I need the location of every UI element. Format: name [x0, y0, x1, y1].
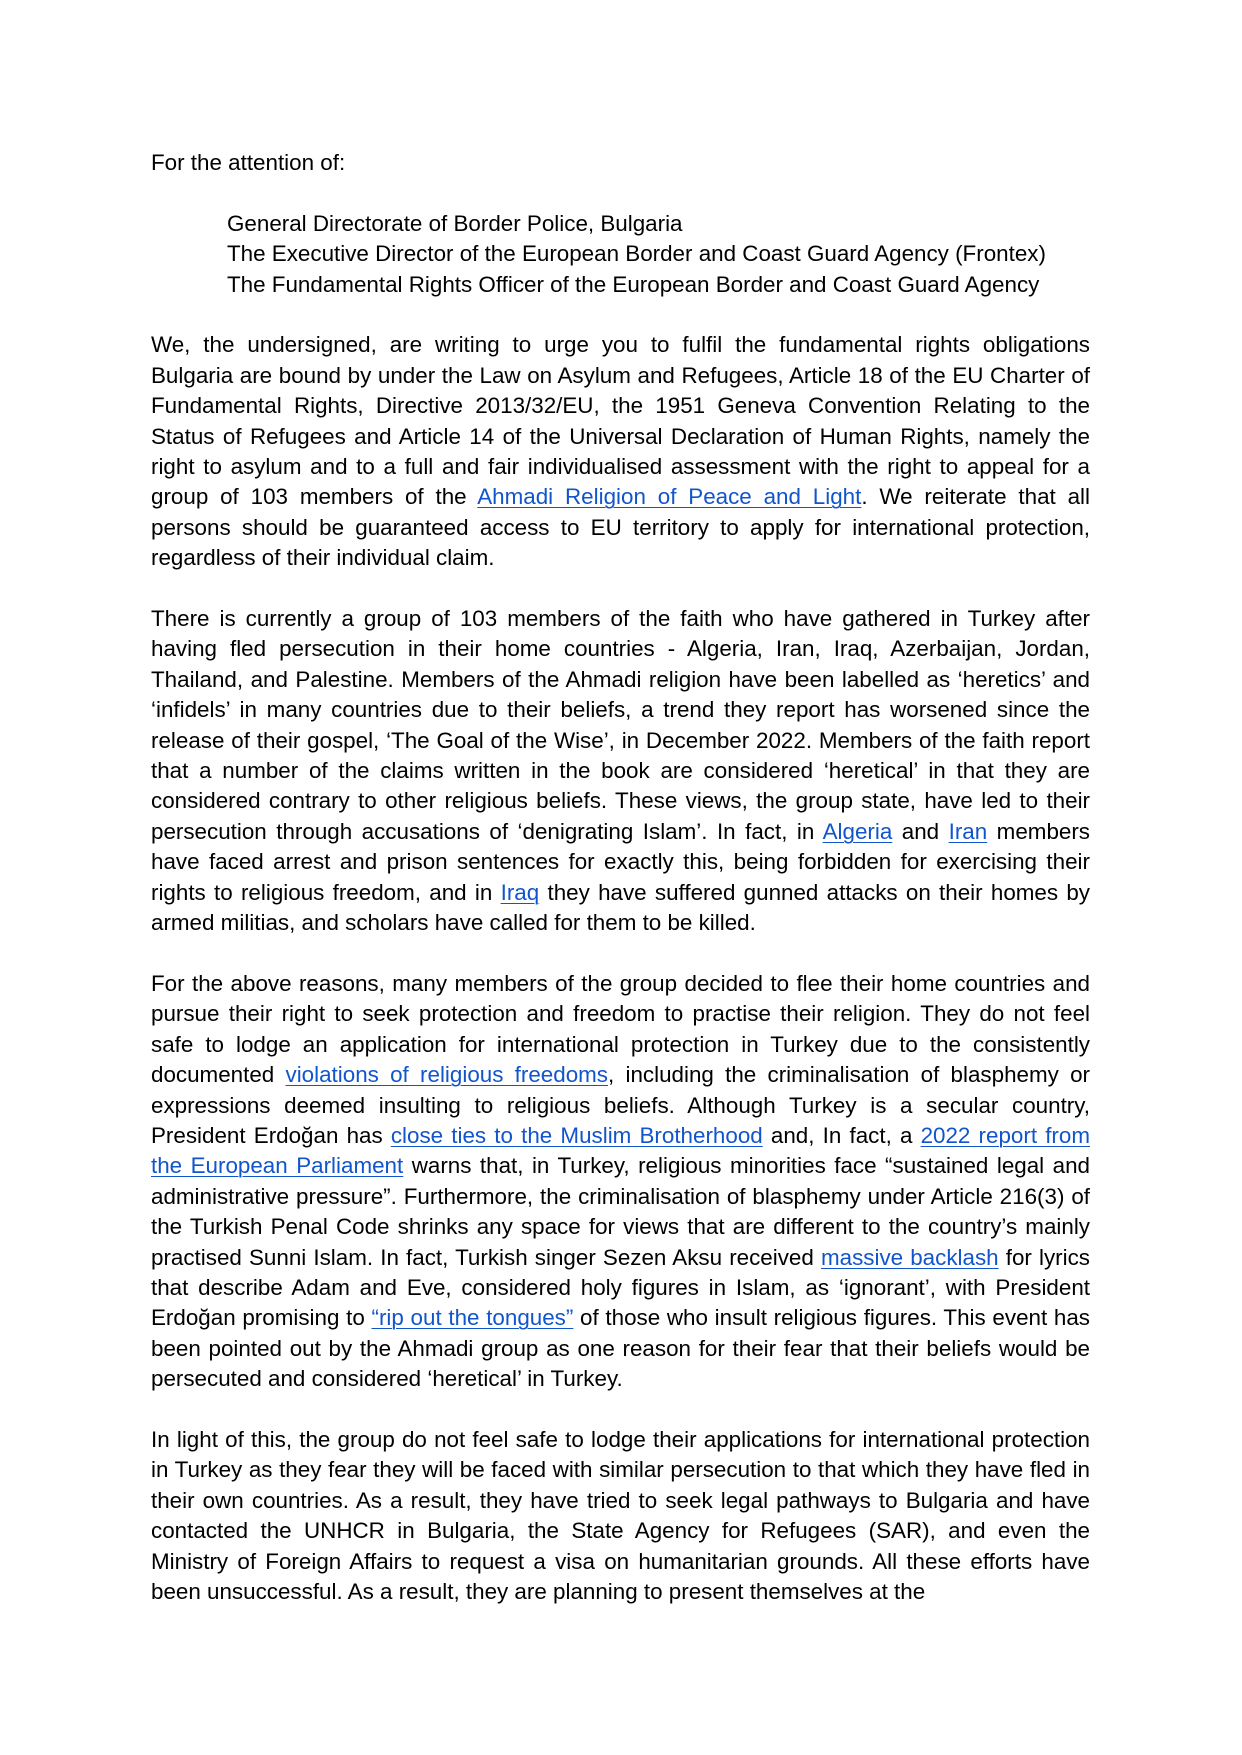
- letter-body: [151, 330, 1090, 1607]
- paragraph-text: and, In fact, a: [762, 1122, 921, 1148]
- body-paragraph: [151, 969, 1090, 1395]
- paragraph-text: members have faced arrest and prison sentences for exactly this, being forbidden for exercising their rights to religious freedom, and in: [151, 818, 1090, 905]
- hyperlink-close-ties-to-the-muslim-brotherhood[interactable]: close ties to the Muslim Brotherhood: [390, 1122, 763, 1148]
- recipient-frontex-director: The Executive Director of the European Border and Coast Guard Agency (Frontex): [227, 241, 1046, 267]
- paragraph-text: For the above reasons, many members of the group decided to flee their home countries and pursue their right to seek protection and freedom to practise their religion. They do not feel safe to lodge an application for international protection in Turkey due to the consistently documented: [151, 970, 1090, 1088]
- body-paragraph: [151, 1425, 1090, 1607]
- paragraph-text: There is currently a group of 103 members of the faith who have gathered in Turkey after having fled persecution in their home countries - Algeria, Iran, Iraq, Azerbaijan, Jordan, Thailand, and Palestine. Members of the Ahmadi religion have been labelled as ‘heretics’ and ‘infidels’ in many countries due to their beliefs, a trend they report has worsened since the release of their gospel, ‘The Goal of the Wise’, in December 2022. Members of the faith report that a number of the claims written in the book are considered ‘heretical’ in that they are considered contrary to other religious beliefs. These views, the group state, have led to their persecution through accusations of ‘denigrating Islam’. In fact, in: [151, 606, 1090, 844]
- hyperlink-rip-out-the-tongues[interactable]: “rip out the tongues”: [371, 1305, 574, 1331]
- paragraph-text: they have suffered gunned attacks on their homes by armed militias, and scholars have called for them to be killed.: [151, 879, 1091, 936]
- recipient-border-police: General Directorate of Border Police, Bulgaria: [227, 210, 683, 236]
- hyperlink-iraq[interactable]: Iraq: [500, 879, 540, 905]
- hyperlink-2022-report-from-the-european-parliament[interactable]: 2022 report from the European Parliament: [151, 1122, 1090, 1179]
- paragraph-text: . We reiterate that all persons should be guaranteed access to EU territory to apply for international protection, regardless of their individual claim.: [151, 484, 1091, 571]
- hyperlink-algeria[interactable]: Algeria: [822, 818, 893, 844]
- hyperlink-ahmadi-religion-of-peace-and-light[interactable]: Ahmadi Religion of Peace and Light: [477, 484, 862, 510]
- hyperlink-iran[interactable]: Iran: [948, 818, 988, 844]
- paragraph-text: , including the criminalisation of blasphemy or expressions deemed insulting to religious beliefs. Although Turkey is a secular country, President Erdoğan has: [151, 1062, 1090, 1148]
- recipient-list: [227, 209, 1090, 300]
- hyperlink-violations-of-religious-freedoms[interactable]: violations of religious freedoms: [285, 1062, 609, 1088]
- paragraph-text: of those who insult religious figures. This event has been pointed out by the Ahmadi group as one reason for their fear that their beliefs would be persecuted and considered ‘heretical’ in Turkey.: [151, 1305, 1090, 1392]
- salutation: For the attention of:: [151, 150, 346, 175]
- hyperlink-massive-backlash[interactable]: massive backlash: [820, 1244, 999, 1270]
- body-paragraph: [151, 604, 1090, 938]
- paragraph-text: In light of this, the group do not feel safe to lodge their applications for international protection in Turkey as they fear they will be faced with similar persecution to that which they have fled in their own countries. As a result, they have tried to seek legal pathways to Bulgaria and have contacted the UNHCR in Bulgaria, the State Agency for Refugees (SAR), and even the Ministry of Foreign Affairs to request a visa on humanitarian grounds. All these efforts have been unsuccessful. As a result, they are planning to present themselves at the: [151, 1426, 1090, 1605]
- paragraph-text: warns that, in Turkey, religious minorities face “sustained legal and administrative pressure”. Furthermore, the criminalisation of blasphemy under Article 216(3) of the Turkish Penal Code shrinks any space for views that are different to the country’s mainly practised Sunni Islam. In fact, Turkish singer Sezen Aksu received: [151, 1153, 1090, 1270]
- paragraph-text: and: [892, 818, 949, 844]
- paragraph-text: for lyrics that describe Adam and Eve, considered holy figures in Islam, as ‘ignorant’, with President Erdoğan promising to: [151, 1244, 1090, 1331]
- document-page: [151, 148, 1090, 1638]
- paragraph-text: We, the undersigned, are writing to urge you to fulfil the fundamental rights obligations Bulgaria are bound by under the Law on Asylum and Refugees, Article 18 of the EU Charter of Fundamental Rights, Directive 2013/32/EU, the 1951 Geneva Convention Relating to the Status of Refugees and Article 14 of the Universal Declaration of Human Rights, namely the right to asylum and to a full and fair individualised assessment with the right to appeal for a group of 103 members of the: [151, 332, 1090, 510]
- body-paragraph: [151, 330, 1090, 573]
- recipient-fundamental-rights-officer: The Fundamental Rights Officer of the European Border and Coast Guard Agency: [227, 271, 1040, 297]
